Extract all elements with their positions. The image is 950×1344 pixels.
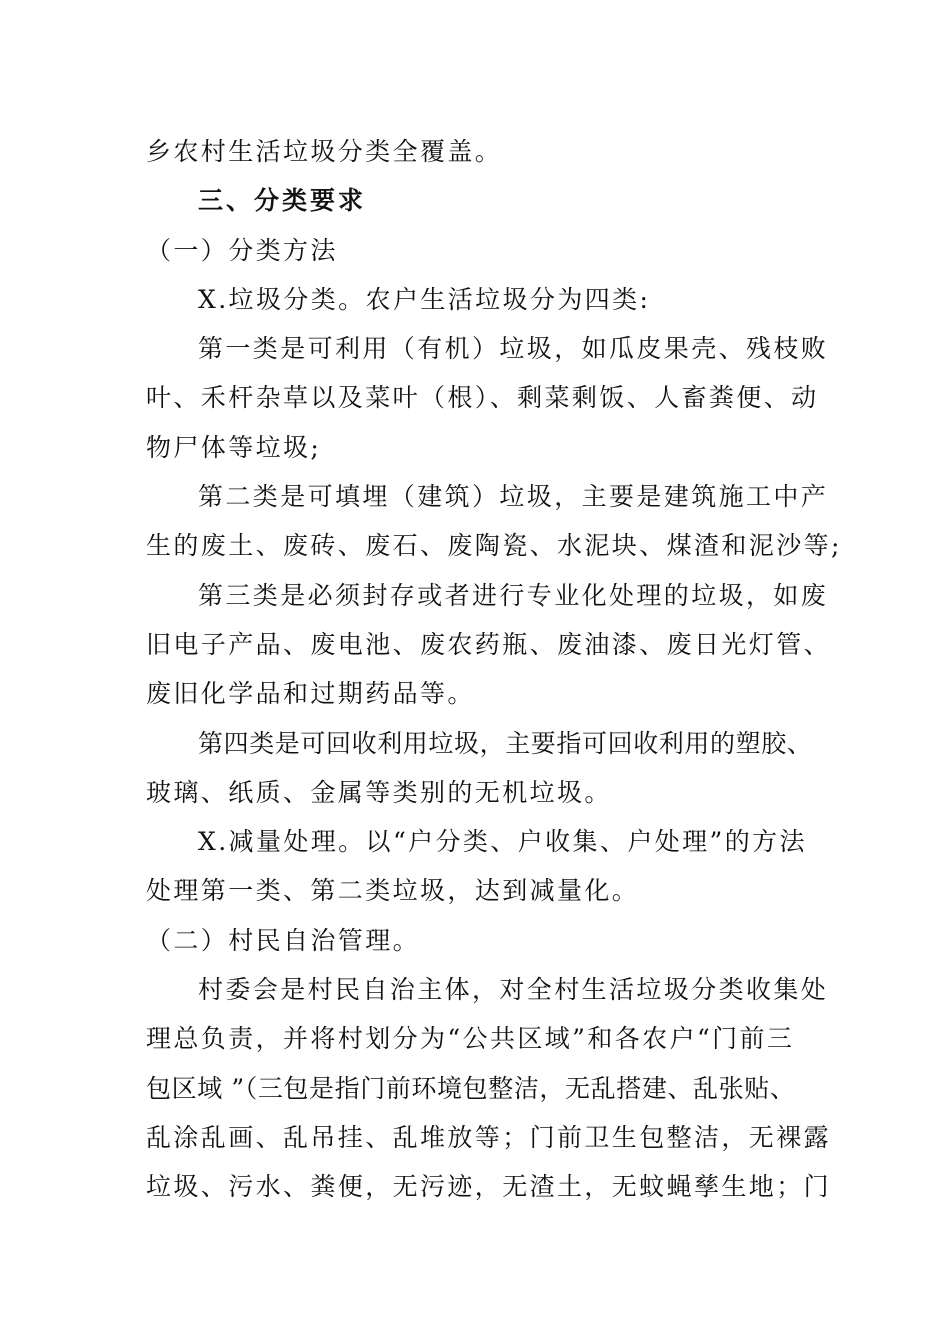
- paragraph-line: 生的废土、废砖、废石、废陶瓷、水泥块、煤渣和泥沙等;: [146, 531, 842, 561]
- paragraph-line: 第一类是可利用（有机）垃圾，如瓜皮果壳、残枝败: [198, 334, 829, 364]
- paragraph-line: 处理第一类、第二类垃圾，达到减量化。: [146, 876, 640, 906]
- paragraph-line: 废旧化学品和过期药品等。: [146, 679, 475, 709]
- paragraph-line: 玻璃、纸质、金属等类别的无机垃圾。: [146, 777, 612, 807]
- paragraph-line: 叶、禾杆杂草以及菜叶（根）、剩菜剩饭、人畜粪便、动: [146, 383, 819, 413]
- paragraph-line: 乱涂乱画、乱吊挂、乱堆放等；门前卫生包整洁，无裸露: [146, 1122, 832, 1152]
- paragraph-line: 包区域 ”（三包是指门前环境包整洁，无乱搭建、乱张贴、: [146, 1073, 796, 1103]
- paragraph-line: 旧电子产品、废电池、废农药瓶、废油漆、废日光灯管、: [146, 629, 832, 659]
- paragraph-line: 物尸体等垃圾;: [146, 432, 322, 462]
- section-heading: 三、分类要求: [198, 186, 367, 216]
- paragraph-line: 第三类是必须封存或者进行专业化处理的垃圾，如废: [198, 580, 829, 610]
- paragraph-line: X.垃圾分类。农户生活垃圾分为四类:: [198, 284, 651, 314]
- subsection-heading: （一）分类方法: [146, 235, 338, 265]
- paragraph-line: X.减量处理。以“户分类、户收集、户处理”的方法: [198, 827, 807, 857]
- paragraph-line: 第四类是可回收利用垃圾，主要指可回收利用的塑胶、: [198, 728, 813, 758]
- paragraph-line: 理总负责，并将村划分为“公共区域”和各农户“门前三: [146, 1024, 795, 1054]
- paragraph-line: 第二类是可填埋（建筑）垃圾，主要是建筑施工中产: [198, 482, 829, 512]
- paragraph-line: 村委会是村民自治主体，对全村生活垃圾分类收集处: [198, 975, 829, 1005]
- paragraph-line: 垃圾、污水、粪便，无污迹，无渣土，无蚊蝇孳生地；门: [146, 1172, 832, 1202]
- paragraph-line: 乡农村生活垃圾分类全覆盖。: [146, 137, 503, 166]
- document-body: [146, 127, 842, 1212]
- subsection-heading: （二）村民自治管理。: [146, 925, 421, 955]
